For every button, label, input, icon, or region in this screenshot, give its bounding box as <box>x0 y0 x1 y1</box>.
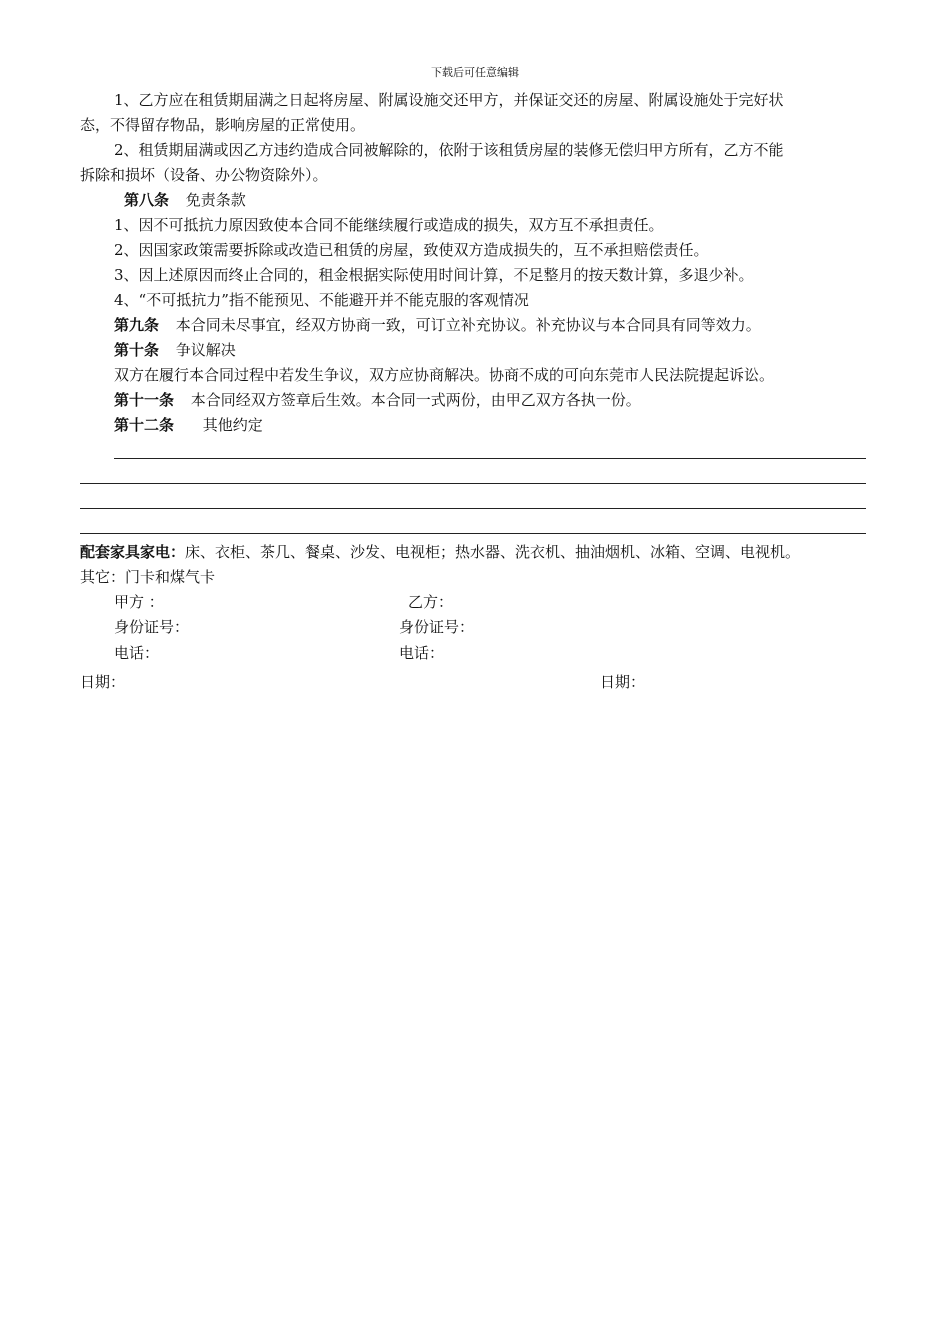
appliances-items: 床、衣柜、茶几、餐桌、沙发、电视柜；热水器、洗衣机、抽油烟机、冰箱、空调、电视机。 <box>185 543 801 561</box>
party-b-id-label: 身份证号： <box>399 618 475 636</box>
appliances-line <box>80 542 800 562</box>
article-12-heading <box>114 415 263 435</box>
blank-line-1 <box>114 458 866 459</box>
party-b-phone-label: 电话： <box>399 644 445 662</box>
clause-7-item-1-line-2: 态，不得留存物品，影响房屋的正常使用。 <box>80 116 366 134</box>
blank-line-4 <box>80 533 866 534</box>
article-10-title: 争议解决 <box>175 341 236 359</box>
other-items: 其它：门卡和煤气卡 <box>80 568 216 586</box>
article-12-number: 第十二条 <box>114 416 175 434</box>
article-10-text: 双方在履行本合同过程中若发生争议，双方应协商解决。协商不成的可向东莞市人民法院提起诉讼。 <box>114 366 775 384</box>
blank-line-2 <box>80 483 866 484</box>
article-8-heading <box>124 190 246 210</box>
party-a-phone-label: 电话： <box>114 644 160 662</box>
party-a-date-label: 日期： <box>80 673 126 691</box>
appliances-label: 配套家具家电： <box>80 543 186 561</box>
article-8-item-4: 4、“不可抵抗力”指不能预见、不能避开并不能克服的客观情况 <box>114 291 529 309</box>
clause-7-item-2-line-1: 2、租赁期届满或因乙方违约造成合同被解除的，依附于该租赁房屋的装修无偿归甲方所有，乙方不能 <box>114 141 784 159</box>
article-9 <box>114 315 761 335</box>
article-10-number: 第十条 <box>114 341 160 359</box>
article-11 <box>114 390 641 410</box>
article-8-item-3: 3、因上述原因而终止合同的，租金根据实际使用时间计算，不足整月的按天数计算，多退少补。 <box>114 266 754 284</box>
blank-line-3 <box>80 508 866 509</box>
article-11-text: 本合同经双方签章后生效。本合同一式两份，由甲乙双方各执一份。 <box>190 391 641 409</box>
party-a-label: 甲方 ： <box>114 593 164 611</box>
article-9-number: 第九条 <box>114 316 160 334</box>
article-12-title: 其他约定 <box>202 416 263 434</box>
article-8-number: 第八条 <box>124 191 170 209</box>
article-8-title: 免责条款 <box>185 191 246 209</box>
article-8-item-2: 2、因国家政策需要拆除或改造已租赁的房屋，致使双方造成损失的，互不承担赔偿责任。 <box>114 241 709 259</box>
clause-7-item-1-line-1: 1、乙方应在租赁期届满之日起将房屋、附属设施交还甲方，并保证交还的房屋、附属设施处于完好状 <box>114 91 784 109</box>
article-10-heading <box>114 340 236 360</box>
article-9-text: 本合同未尽事宜，经双方协商一致，可订立补充协议。补充协议与本合同具有同等效力。 <box>175 316 761 334</box>
party-b-label: 乙方： <box>408 593 454 611</box>
clause-7-item-2-line-2: 拆除和损坏（设备、办公物资除外）。 <box>80 166 328 184</box>
party-a-id-label: 身份证号： <box>114 618 190 636</box>
article-11-number: 第十一条 <box>114 391 175 409</box>
article-8-item-1: 1、因不可抵抗力原因致使本合同不能继续履行或造成的损失，双方互不承担责任。 <box>114 216 664 234</box>
party-b-date-label: 日期： <box>600 673 646 691</box>
page-header-note: 下载后可任意编辑 <box>431 66 519 79</box>
